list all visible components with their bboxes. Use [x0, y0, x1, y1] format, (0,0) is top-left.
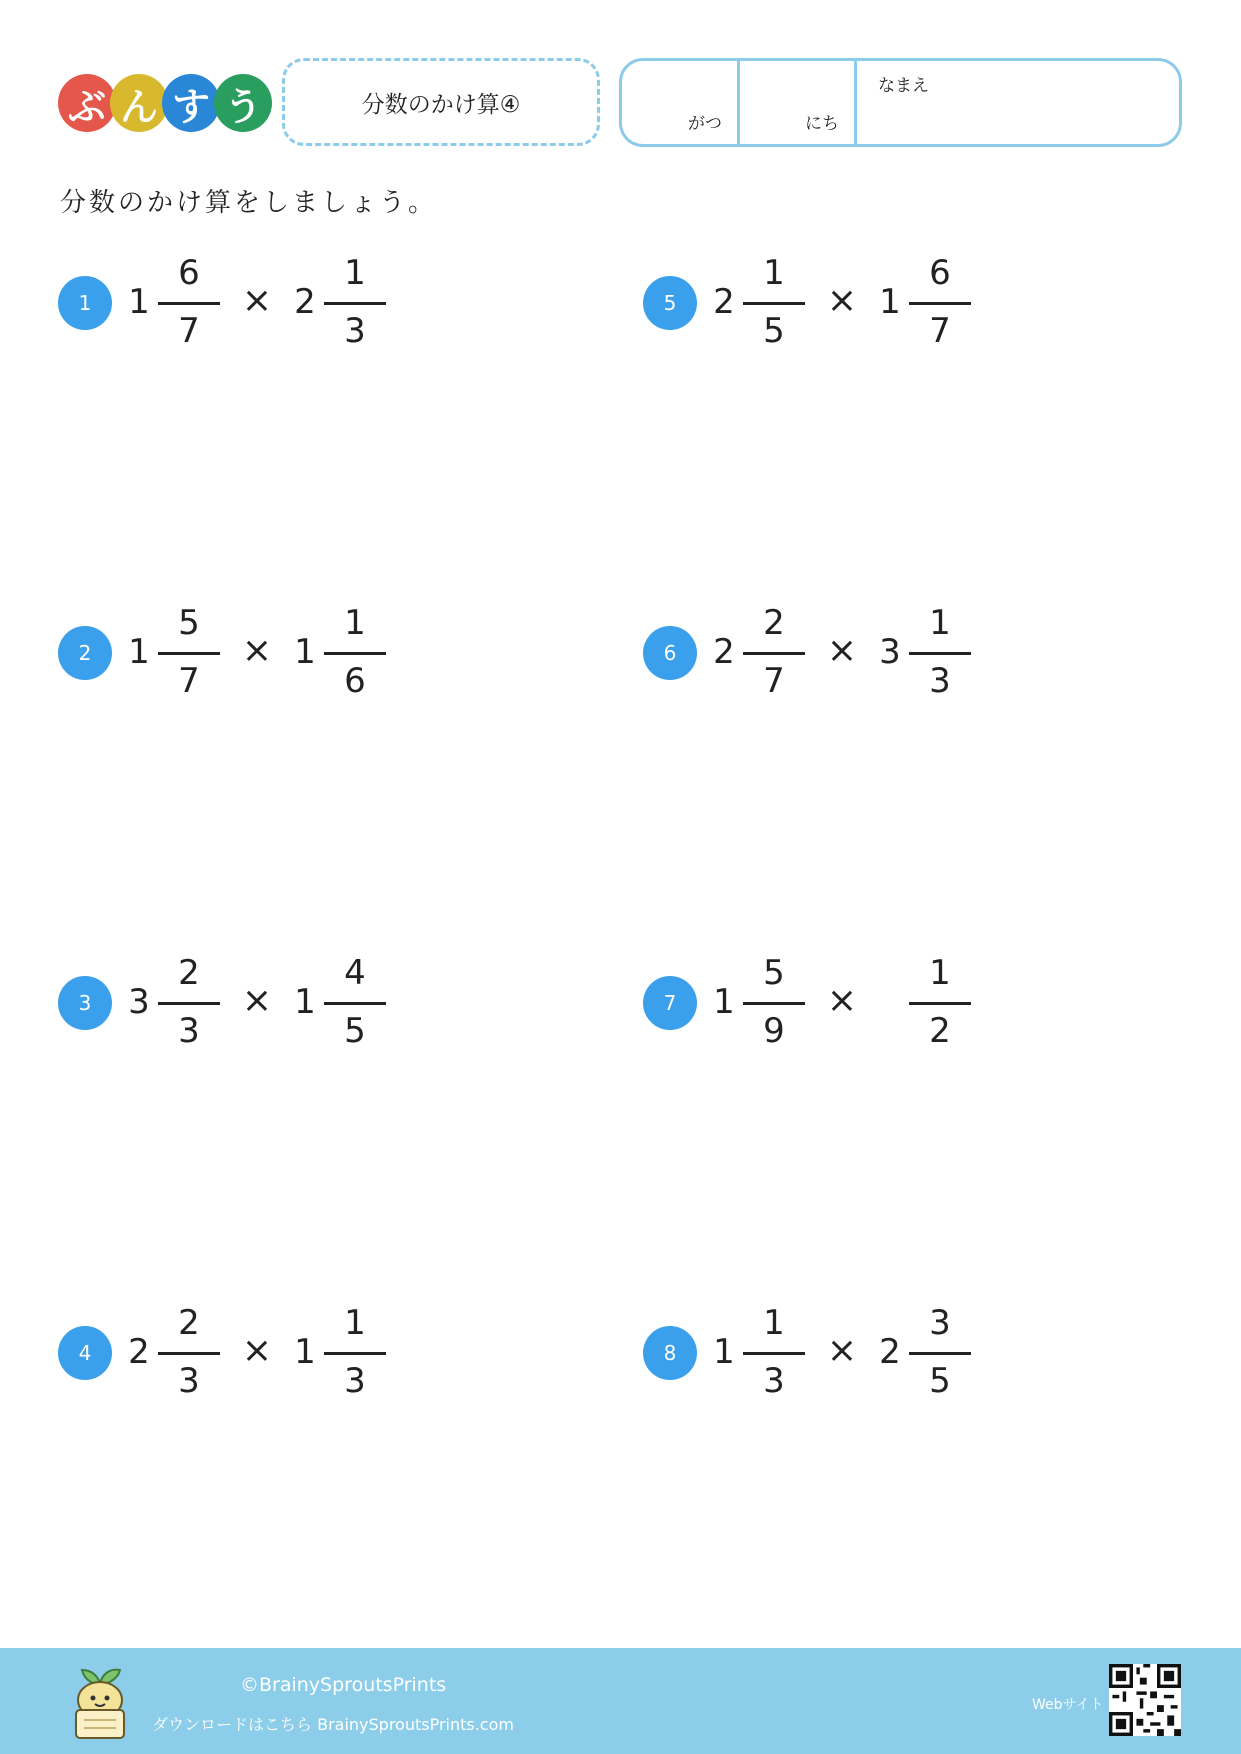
first-whole-number: 2 — [713, 282, 735, 322]
second-denominator: 5 — [929, 1361, 951, 1401]
problem-2 — [58, 598, 418, 708]
first-fraction — [743, 598, 805, 708]
fraction-bar — [158, 1352, 220, 1355]
month-divider — [737, 61, 740, 144]
second-denominator: 3 — [929, 661, 951, 701]
first-numerator: 5 — [763, 953, 785, 993]
first-whole-number: 3 — [128, 982, 150, 1022]
problem-number-badge: 4 — [58, 1326, 112, 1380]
logo-char-1: ぶ — [58, 74, 116, 132]
fraction-bar — [909, 1352, 971, 1355]
fraction-bar — [158, 302, 220, 305]
problem-number-badge: 5 — [643, 276, 697, 330]
second-denominator: 3 — [344, 1361, 366, 1401]
first-denominator: 9 — [763, 1011, 785, 1051]
logo-char-4: う — [214, 74, 272, 132]
name-label: なまえ — [878, 76, 929, 96]
first-fraction — [158, 598, 220, 708]
fraction-bar — [324, 302, 386, 305]
second-denominator: 7 — [929, 311, 951, 351]
copyright-text: ©BrainySproutsPrints — [240, 1674, 447, 1696]
first-numerator: 1 — [763, 1303, 785, 1343]
fraction-bar — [909, 652, 971, 655]
date-name-box — [619, 58, 1182, 147]
problem-6 — [643, 598, 1003, 708]
second-fraction — [324, 598, 386, 708]
first-whole-number: 1 — [713, 1332, 735, 1372]
problem-8 — [643, 1298, 1003, 1408]
second-whole-number: 2 — [879, 1332, 901, 1372]
second-numerator: 1 — [344, 253, 366, 293]
footer — [0, 1648, 1241, 1754]
multiply-sign: × — [241, 980, 273, 1021]
logo-char-2: ん — [110, 74, 168, 132]
first-whole-number: 2 — [128, 1332, 150, 1372]
website-label: Webサイト — [1032, 1697, 1104, 1713]
day-label: にち — [805, 114, 839, 134]
first-whole-number: 1 — [128, 282, 150, 322]
multiply-sign: × — [826, 280, 858, 321]
first-denominator: 5 — [763, 311, 785, 351]
fraction-bar — [743, 652, 805, 655]
problem-number-badge: 6 — [643, 626, 697, 680]
second-fraction — [909, 248, 971, 358]
second-whole-number: 3 — [879, 632, 901, 672]
second-numerator: 4 — [344, 953, 366, 993]
download-link[interactable]: ダウンロードはこちら BrainySproutsPrints.com — [152, 1715, 514, 1734]
problem-number-badge: 3 — [58, 976, 112, 1030]
bunsu-logo — [58, 74, 266, 132]
second-whole-number: 1 — [294, 982, 316, 1022]
second-numerator: 1 — [929, 953, 951, 993]
first-whole-number: 1 — [713, 982, 735, 1022]
second-numerator: 3 — [929, 1303, 951, 1343]
problem-number-badge: 7 — [643, 976, 697, 1030]
day-divider — [854, 61, 857, 144]
fraction-bar — [909, 302, 971, 305]
first-denominator: 7 — [178, 661, 200, 701]
first-denominator: 3 — [178, 1011, 200, 1051]
first-whole-number: 1 — [128, 632, 150, 672]
qr-code-icon[interactable] — [1109, 1664, 1181, 1736]
second-denominator: 5 — [344, 1011, 366, 1051]
second-fraction — [324, 948, 386, 1058]
logo-char-3: す — [162, 74, 220, 132]
first-fraction — [158, 248, 220, 358]
fraction-bar — [324, 652, 386, 655]
problem-number-badge: 2 — [58, 626, 112, 680]
first-numerator: 2 — [763, 603, 785, 643]
fraction-bar — [158, 652, 220, 655]
problem-number-badge: 8 — [643, 1326, 697, 1380]
multiply-sign: × — [826, 1330, 858, 1371]
second-numerator: 1 — [344, 603, 366, 643]
second-fraction — [909, 948, 971, 1058]
first-denominator: 3 — [763, 1361, 785, 1401]
fraction-bar — [743, 302, 805, 305]
second-denominator: 6 — [344, 661, 366, 701]
fraction-bar — [324, 1352, 386, 1355]
problem-4 — [58, 1298, 418, 1408]
multiply-sign: × — [241, 280, 273, 321]
problem-5 — [643, 248, 1003, 358]
second-fraction — [909, 1298, 971, 1408]
second-numerator: 1 — [344, 1303, 366, 1343]
first-numerator: 6 — [178, 253, 200, 293]
second-whole-number: 2 — [294, 282, 316, 322]
first-numerator: 1 — [763, 253, 785, 293]
fraction-bar — [743, 1352, 805, 1355]
problem-7 — [643, 948, 1003, 1058]
second-numerator: 1 — [929, 603, 951, 643]
first-denominator: 7 — [763, 661, 785, 701]
second-fraction — [324, 1298, 386, 1408]
fraction-bar — [743, 1002, 805, 1005]
problem-number-badge: 1 — [58, 276, 112, 330]
first-fraction — [743, 1298, 805, 1408]
second-denominator: 2 — [929, 1011, 951, 1051]
first-numerator: 2 — [178, 953, 200, 993]
first-denominator: 3 — [178, 1361, 200, 1401]
second-numerator: 6 — [929, 253, 951, 293]
problem-3 — [58, 948, 418, 1058]
second-fraction — [324, 248, 386, 358]
fraction-bar — [909, 1002, 971, 1005]
multiply-sign: × — [826, 630, 858, 671]
worksheet-title — [282, 58, 600, 146]
second-whole-number: 1 — [879, 282, 901, 322]
second-whole-number: 1 — [294, 1332, 316, 1372]
first-fraction — [743, 948, 805, 1058]
first-fraction — [158, 1298, 220, 1408]
multiply-sign: × — [241, 1330, 273, 1371]
month-label: がつ — [688, 114, 722, 134]
sprout-mascot-icon — [68, 1662, 132, 1742]
multiply-sign: × — [826, 980, 858, 1021]
first-whole-number: 2 — [713, 632, 735, 672]
second-denominator: 3 — [344, 311, 366, 351]
instruction-text: 分数のかけ算をしましょう。 — [60, 188, 438, 218]
fraction-bar — [158, 1002, 220, 1005]
worksheet-title-text: 分数のかけ算④ — [361, 91, 521, 118]
first-denominator: 7 — [178, 311, 200, 351]
first-numerator: 2 — [178, 1303, 200, 1343]
first-numerator: 5 — [178, 603, 200, 643]
first-fraction — [743, 248, 805, 358]
multiply-sign: × — [241, 630, 273, 671]
second-fraction — [909, 598, 971, 708]
first-fraction — [158, 948, 220, 1058]
problem-1 — [58, 248, 418, 358]
fraction-bar — [324, 1002, 386, 1005]
second-whole-number: 1 — [294, 632, 316, 672]
